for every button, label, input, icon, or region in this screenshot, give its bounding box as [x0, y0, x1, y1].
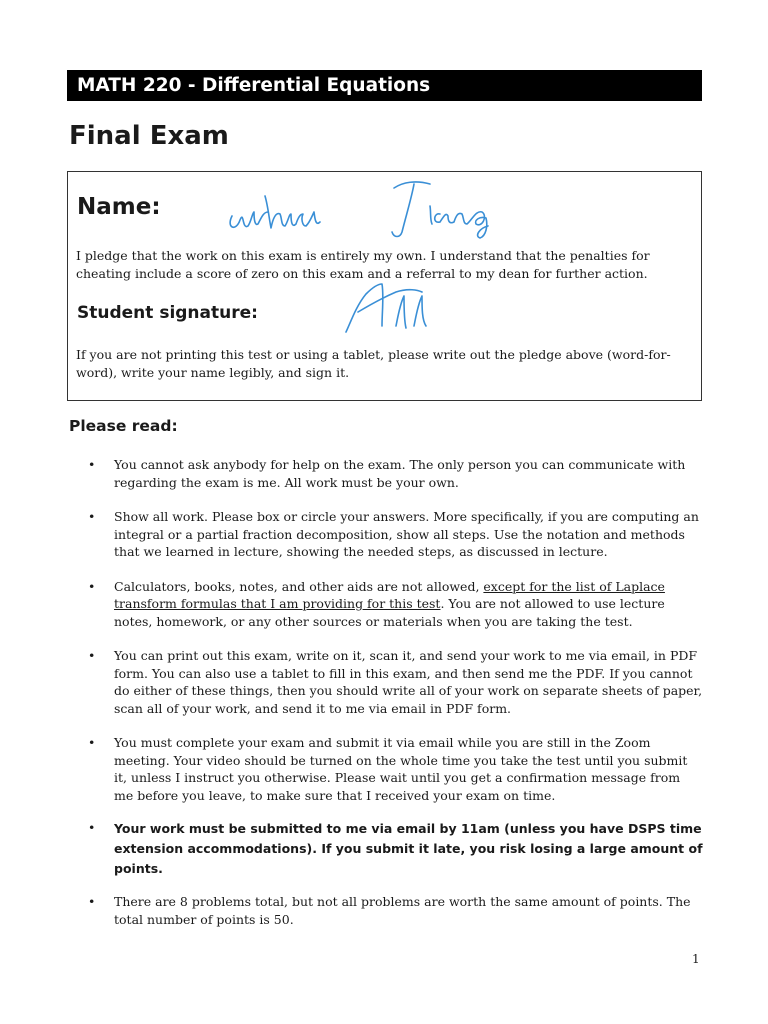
- rule-text: Show all work. Please box or circle your answers. More specifically, if you are computing an integral or a partial fraction decomposition, show all steps. Use the notation and methods that we learned in lecture, showing the needed steps, as discussed in lecture.: [114, 509, 699, 559]
- rule-text: You can print out this exam, write on it, scan it, and send your work to me via email, in PDF form. You can also use a tablet to fill in this exam, and then send me the PDF. If you cannot do either of these things, then you should write all of your work on separate sheets of paper, scan all of your work, and send it to me via email in PDF form.: [114, 648, 703, 716]
- pledge-instruction: If you are not printing this test or using a tablet, please write out the pledge above (word-for-word), write your name legibly, and sign it.: [76, 347, 671, 380]
- rule-item: [88, 456, 703, 491]
- rule-text: You cannot ask anybody for help on the exam. The only person you can communicate with regarding the exam is me. All work must be your own.: [114, 457, 686, 490]
- rule-item: [88, 893, 703, 928]
- name-label: Name:: [77, 194, 161, 220]
- bullet: •: [88, 648, 96, 663]
- bullet: •: [88, 820, 96, 835]
- rule-item-deadline: [88, 819, 703, 879]
- please-read-heading: Please read:: [69, 417, 178, 435]
- rule-item: [88, 734, 703, 804]
- bullet: •: [88, 735, 96, 750]
- exam-title: Final Exam: [69, 121, 229, 151]
- page-number: 1: [692, 952, 700, 966]
- rule-text-underlined: except for the list of Laplace transform formulas that I am providing for this test: [114, 578, 665, 611]
- pledge-box: [67, 171, 702, 401]
- rules-list: [88, 456, 703, 944]
- bullet: •: [88, 894, 96, 909]
- rule-text: Your work must be submitted to me via email by 11am (unless you have DSPS time extension accommodations). If you submit it late, you risk losing a large amount of points.: [114, 821, 703, 876]
- rule-item: [88, 578, 703, 631]
- rule-text: [114, 579, 665, 629]
- rule-item: [88, 647, 703, 717]
- bullet: •: [88, 457, 96, 472]
- bullet: •: [88, 509, 96, 524]
- pledge-text: I pledge that the work on this exam is entirely my own. I understand that the penalties for cheating include a score of zero on this exam and a referral to my dean for further action.: [76, 248, 650, 281]
- signature-label: Student signature:: [77, 303, 258, 323]
- rule-text: There are 8 problems total, but not all problems are worth the same amount of points. The total number of points is 50.: [114, 894, 691, 927]
- rule-text: You must complete your exam and submit it via email while you are still in the Zoom meeting. Your video should be turned on the whole time you take the test until you submit it, unless I instruct you otherwise. Please wait until you get a confirmation message from me before you leave, to make sure that I received your exam on time.: [114, 735, 688, 803]
- rule-text-after: . You are not allowed to use lecture notes, homework, or any other sources or materials when you are taking the test.: [114, 596, 665, 629]
- course-title-bar: MATH 220 - Differential Equations: [67, 70, 702, 101]
- rule-item: [88, 508, 703, 561]
- bullet: •: [88, 578, 96, 594]
- handwritten-signature: [338, 276, 448, 338]
- rule-text-before: Calculators, books, notes, and other aids are not allowed,: [114, 578, 484, 594]
- handwritten-name: [218, 176, 528, 240]
